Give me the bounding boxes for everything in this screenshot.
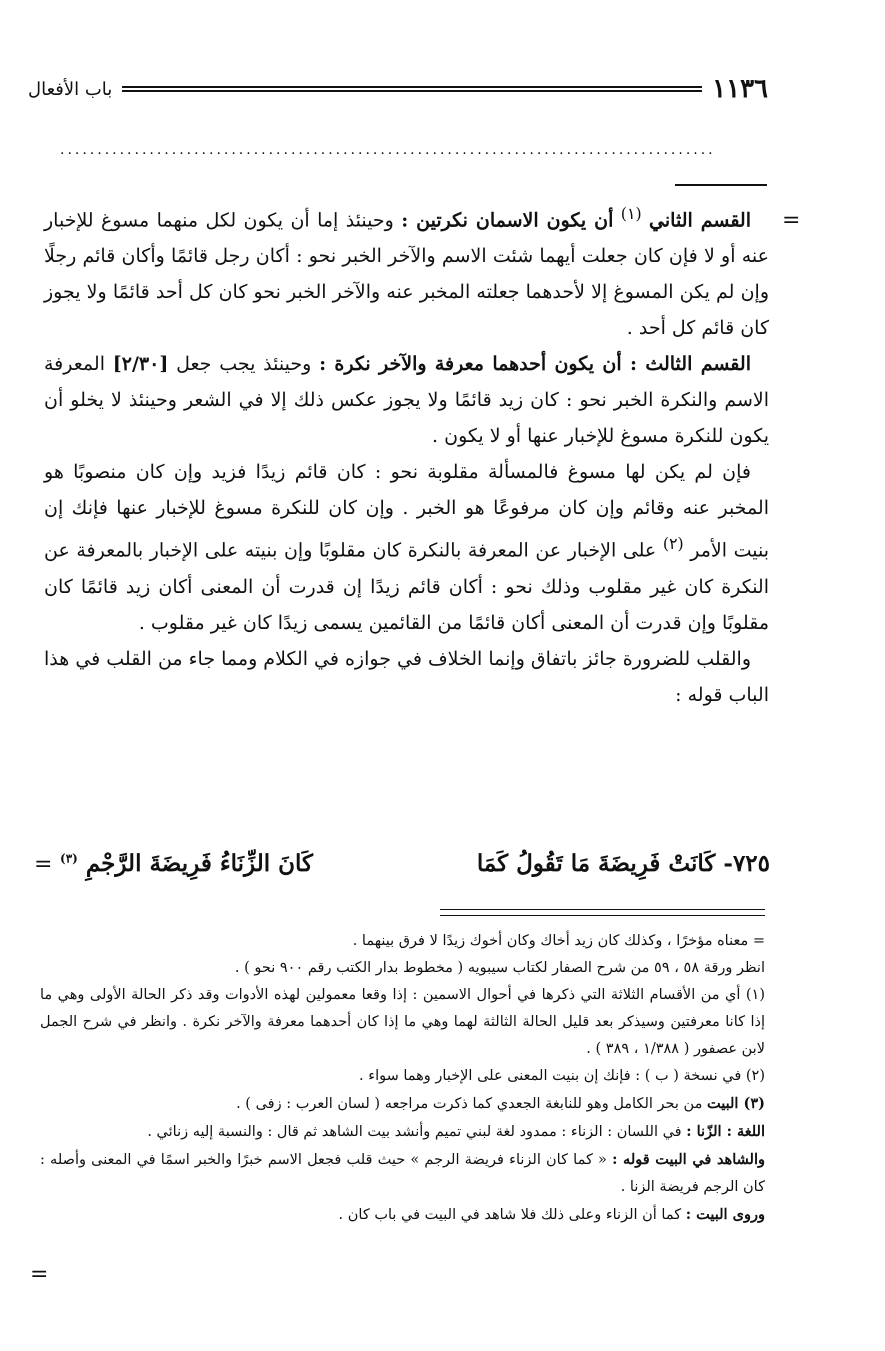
footnote-body: في اللسان : الزناء : ممدود لغة لبني تميم وأنشد بيت الشاهد ثم قال : والنسبة إليه زنائي . [147,1124,682,1140]
verse-number: ٧٢٥- [723,849,770,877]
verse-text: كَانَ الزِّنَاءُ فَرِيضَةَ الرَّجْمِ [85,849,314,877]
paragraph-section-three [44,346,769,454]
footnote-body: « كما كان الزناء فريضة الرجم » حيث قلب فجعل الاسم خبرًا والخبر اسمًا في المعنى وأصله : كان الرجم فريضة الزنا . [40,1152,765,1195]
footnote-label: (٣) البيت [706,1095,765,1112]
section-label: القسم الثاني [649,209,751,232]
paragraph-body: وحينئذ يجب جعل [176,353,312,376]
paragraph-body: المعرفة الاسم والنكرة الخبر نحو : كان زيد قائمًا ولا يجوز عكس ذلك إلا في الشعر وحينئذ لا يخلو أن يكون للنكرة مسوغ للإخبار عنها أو لا يكون . [44,353,769,448]
main-text [44,196,769,713]
paragraph-qalb [44,641,769,713]
chapter-title: باب الأفعال [28,78,113,100]
footnote-shahid [40,1146,765,1201]
footnote-label: والشاهد في البيت قوله : [612,1151,766,1168]
footnote-1: (١) أي من الأقسام الثلاثة التي ذكرها في أحوال الاسمين : إذا وقعا معمولين لهذه الأدوات وقد ذكر الحالة الأولى وهي ما إذا كانا معرفتين وسيذكر بعد قليل الحالة الثالثة لهما وهي ما إذا كان أحدهما معرفة والآخر نكرة . وانظر في شرح الجمل لابن عصفور ( ١/٣٨٨ ، ٣٨٩ ) . [40,987,765,1057]
header-rule [122,86,702,92]
footnote-riwaya [40,1201,765,1229]
paragraph-section-two [44,196,769,346]
footnote-label: اللغة : الزّنا : [686,1123,765,1140]
footnote-rule [440,915,765,916]
footnote-continued: انظر ورقة ٥٨ ، ٥٩ من شرح الصفار لكتاب سيبويه ( مخطوط بدار الكتب رقم ٩٠٠ نحو ) . [234,960,765,976]
footnote-ref: (٢) [662,534,684,554]
continuation-mark: = [782,208,801,233]
continuation-mark: = [30,1262,49,1287]
paragraph-body: فإن لم يكن لها مسوغ فالمسألة مقلوبة نحو : كان قائم زيدًا فزيد وإن كان منصوبًا هو المخبر عنه وقائم وإن كان مرفوعًا هو الخبر . وإن كان للنكرة مسوغ للإخبار عنها فإنك إن بنيت الأمر [44,461,769,562]
paragraph-inversion [44,454,769,640]
manuscript-marker: [٢/٣٠] [112,353,169,376]
continuation-mark: = [34,852,53,877]
short-rule [675,184,767,186]
section-heading: القسم الثالث : أن يكون أحدهما معرفة والآخر نكرة : [319,353,751,376]
section-heading: أن يكون الاسمان نكرتين : [401,209,614,232]
dotted-separator: ........................................................................................ [60,142,716,158]
verse-hemistich-first [477,850,770,877]
paragraph-body: على الإخبار عن المعرفة بالنكرة كان مقلوبًا وإن بنيته على الإخبار بالمعرفة عن النكرة كان غير مقلوب وذلك نحو : أكان قائم زيدًا إن قدرت أن المعنى أكان زيد قائمًا كان مقلوبًا وإن قدرت أن المعنى أكان قائمًا من القائمين يسمى زيدًا كان غير مقلوب . [44,539,769,634]
footnote-2: (٢) في نسخة ( ب ) : فإنك إن بنيت المعنى على الإخبار وهما سواء . [359,1068,765,1084]
paragraph-body: والقلب للضرورة جائز باتفاق وإنما الخلاف في جوازه في الكلام ومما جاء من القلب في هذا الباب قوله : [44,647,769,706]
paragraph-body: وحينئذ إما أن يكون لكل منهما مسوغ للإخبار عنه أو لا فإن كان جعلت أيهما شئت الاسم والآخر الخبر نحو : أكان رجل قائمًا وأكان قائم رجلًا وإن لم يكن المسوغ إلا لأحدهما جعلته المخبر عنه والآخر الخبر نحو كان كل أحد قائمًا ولا يجوز كان قائم كل أحد . [44,209,769,340]
footnote-body: كما أن الزناء وعلى ذلك فلا شاهد في البيت في باب كان . [338,1207,682,1223]
footnote-ref: (١) [620,204,642,223]
footnote-3 [40,1090,765,1118]
verse-text: كَانَتْ فَرِيضَةَ مَا تَقُولُ كَمَا [476,849,716,877]
page-header [28,72,768,106]
page-number: ١١٣٦ [712,74,768,104]
poetry-verse [60,843,770,883]
footnote-rule [440,909,765,910]
footnote-label: وروى البيت : [685,1206,765,1223]
footnote-body: من بحر الكامل وهو للنابغة الجعدي كما ذكرت مراجعه ( لسان العرب : زفى ) . [236,1096,703,1112]
footnote-language [40,1118,765,1146]
footnote-ref: (٣) [60,850,78,865]
footnotes [40,928,765,1229]
verse-hemistich-second [60,850,313,877]
footnote-continued: = معناه مؤخرًا ، وكذلك كان زيد أخاك وكان أخوك زيدًا لا فرق بينهما . [352,933,765,949]
